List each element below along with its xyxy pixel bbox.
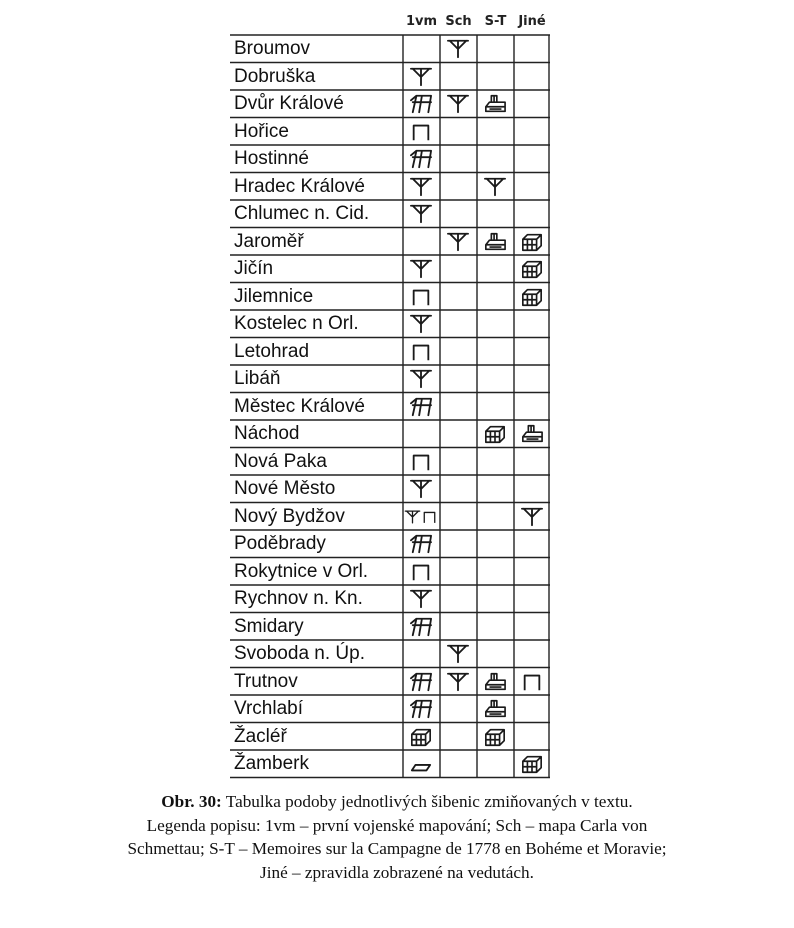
frame-gallows-icon bbox=[408, 341, 434, 363]
symbol-cell bbox=[477, 420, 514, 448]
symbol-cell bbox=[477, 63, 514, 91]
symbol-cell bbox=[440, 448, 477, 476]
gallows-table bbox=[230, 0, 550, 790]
town-name: Žamberk bbox=[234, 753, 309, 774]
town-name: Nová Paka bbox=[234, 450, 327, 472]
symbol-cell bbox=[403, 558, 440, 586]
fork-gallows-icon bbox=[445, 231, 471, 253]
symbol-cell bbox=[477, 90, 514, 118]
box-gallows-icon bbox=[519, 286, 545, 308]
town-name: Vrchlabí bbox=[234, 698, 303, 719]
symbol-cell bbox=[514, 145, 550, 173]
symbol-cell bbox=[440, 558, 477, 586]
symbol-cell bbox=[477, 723, 514, 751]
symbol-cell bbox=[440, 365, 477, 393]
tripod-gallows-icon bbox=[408, 533, 434, 555]
symbol-cell bbox=[403, 35, 440, 63]
table-row bbox=[230, 558, 550, 586]
table-row bbox=[230, 145, 550, 173]
scaffold-gallows-icon bbox=[482, 671, 508, 693]
tripod-gallows-icon bbox=[408, 396, 434, 418]
table-row bbox=[230, 228, 550, 256]
fork-gallows-icon bbox=[519, 506, 545, 528]
town-name: Náchod bbox=[234, 423, 300, 444]
symbol-cell bbox=[440, 145, 477, 173]
symbol-cell bbox=[403, 283, 440, 311]
symbol-cell bbox=[403, 255, 440, 283]
symbol-cell bbox=[440, 63, 477, 91]
symbol-cell bbox=[514, 723, 550, 751]
symbol-cell bbox=[403, 90, 440, 118]
box-gallows-icon bbox=[519, 231, 545, 253]
symbol-cell bbox=[514, 695, 550, 723]
caption-line-4: Jiné – zpravidla zobrazené na vedutách. bbox=[260, 862, 534, 882]
table-row bbox=[230, 640, 550, 668]
town-name: Chlumec n. Cid. bbox=[234, 203, 370, 224]
symbol-cell bbox=[440, 695, 477, 723]
symbol-cell bbox=[477, 173, 514, 201]
fork-gallows-icon bbox=[408, 588, 434, 610]
table-row bbox=[230, 695, 550, 723]
table-row bbox=[230, 200, 550, 228]
town-name: Nové Město bbox=[234, 478, 336, 499]
symbol-cell bbox=[440, 90, 477, 118]
town-name: Žacléř bbox=[234, 725, 287, 747]
symbol-cell bbox=[514, 750, 550, 778]
town-name: Jičín bbox=[234, 258, 274, 279]
fork-gallows-icon bbox=[408, 203, 434, 225]
symbol-cell bbox=[440, 640, 477, 668]
symbol-cell bbox=[403, 200, 440, 228]
caption-line-1 bbox=[40, 790, 754, 814]
symbol-cell bbox=[403, 228, 440, 256]
symbol-cell bbox=[477, 640, 514, 668]
symbol-cell bbox=[477, 503, 514, 531]
symbol-cell bbox=[440, 118, 477, 146]
frame-gallows-icon bbox=[519, 671, 545, 693]
symbol-cell bbox=[514, 63, 550, 91]
symbol-cell bbox=[403, 310, 440, 338]
frame-gallows-icon bbox=[408, 451, 434, 473]
table-row bbox=[230, 585, 550, 613]
symbol-cell bbox=[403, 695, 440, 723]
box-gallows-icon bbox=[408, 726, 434, 748]
table-row bbox=[230, 283, 550, 311]
fork-gallows-icon bbox=[408, 176, 434, 198]
town-name: Nový Bydžov bbox=[234, 505, 345, 527]
symbol-cell bbox=[477, 118, 514, 146]
symbol-cell bbox=[514, 640, 550, 668]
symbol-cell bbox=[440, 530, 477, 558]
fork-gallows-icon bbox=[445, 93, 471, 115]
symbol-cell bbox=[440, 420, 477, 448]
table-row bbox=[230, 530, 550, 558]
symbol-cell bbox=[403, 173, 440, 201]
table-row bbox=[230, 338, 550, 366]
fork-gallows-icon bbox=[408, 368, 434, 390]
frame-gallows-icon bbox=[408, 121, 434, 143]
symbol-cell bbox=[403, 640, 440, 668]
symbol-cell bbox=[514, 585, 550, 613]
town-name: Hostinné bbox=[234, 148, 309, 169]
town-name: Jaroměř bbox=[234, 230, 304, 252]
symbol-cell bbox=[440, 283, 477, 311]
town-name: Městec Králové bbox=[234, 395, 365, 417]
symbol-cell bbox=[477, 200, 514, 228]
symbol-cell bbox=[440, 338, 477, 366]
symbol-cell bbox=[477, 750, 514, 778]
tripod-gallows-icon bbox=[408, 93, 434, 115]
town-name: Kostelec n Orl. bbox=[234, 313, 359, 334]
town-name: Hořice bbox=[234, 120, 289, 142]
symbol-cell bbox=[403, 338, 440, 366]
tripod-gallows-icon bbox=[408, 616, 434, 638]
scaffold-gallows-icon bbox=[519, 423, 545, 445]
table-row bbox=[230, 35, 550, 63]
fork-gallows-icon bbox=[445, 38, 471, 60]
symbol-cell bbox=[440, 475, 477, 503]
symbol-cell bbox=[514, 420, 550, 448]
frame-gallows-icon bbox=[408, 561, 434, 583]
platform-gallows-icon bbox=[408, 753, 434, 775]
symbol-cell bbox=[403, 145, 440, 173]
symbol-cell bbox=[477, 613, 514, 641]
town-name: Jilemnice bbox=[234, 285, 314, 307]
symbol-cell bbox=[440, 310, 477, 338]
symbol-cell bbox=[477, 585, 514, 613]
box-gallows-icon bbox=[482, 726, 508, 748]
frame-gallows-icon bbox=[408, 286, 434, 308]
symbol-cell bbox=[477, 530, 514, 558]
symbol-cell bbox=[477, 695, 514, 723]
symbol-cell bbox=[440, 35, 477, 63]
town-name: Broumov bbox=[234, 38, 311, 59]
table-row bbox=[230, 90, 550, 118]
fork-gallows-icon bbox=[408, 258, 434, 280]
column-header: Sch bbox=[445, 14, 472, 29]
tripod-gallows-icon bbox=[408, 671, 434, 693]
symbol-cell bbox=[440, 173, 477, 201]
town-name: Trutnov bbox=[234, 670, 298, 692]
symbol-cell bbox=[514, 338, 550, 366]
town-name: Poděbrady bbox=[234, 533, 326, 554]
box-gallows-icon bbox=[482, 423, 508, 445]
fork-gallows-icon bbox=[482, 176, 508, 198]
table-row bbox=[230, 723, 550, 751]
symbol-cell bbox=[514, 283, 550, 311]
symbol-cell bbox=[403, 668, 440, 696]
table-row bbox=[230, 750, 550, 778]
symbol-cell bbox=[477, 228, 514, 256]
symbol-cell bbox=[514, 365, 550, 393]
symbol-cell bbox=[477, 475, 514, 503]
symbol-cell bbox=[477, 145, 514, 173]
town-name: Dvůr Králové bbox=[234, 93, 344, 114]
symbol-cell bbox=[477, 310, 514, 338]
symbol-cell bbox=[514, 90, 550, 118]
symbol-cell bbox=[477, 338, 514, 366]
symbol-cell bbox=[514, 200, 550, 228]
caption-line-2: Legenda popisu: 1vm – první vojenské mapování; Sch – mapa Carla von bbox=[146, 815, 648, 835]
town-name: Svoboda n. Úp. bbox=[234, 643, 365, 664]
symbol-cell bbox=[514, 530, 550, 558]
symbol-cell bbox=[403, 503, 440, 531]
symbol-cell bbox=[514, 310, 550, 338]
fork-gallows-icon bbox=[408, 478, 434, 500]
symbol-cell bbox=[514, 255, 550, 283]
caption-label: Obr. 30: bbox=[161, 792, 222, 811]
tripod-gallows-icon bbox=[408, 148, 434, 170]
symbol-cell bbox=[514, 668, 550, 696]
caption-line-3: Schmettau; S-T – Memoires sur la Campagne de 1778 en Bohéme et Moravie; bbox=[127, 839, 667, 859]
symbol-cell bbox=[403, 118, 440, 146]
figure-caption bbox=[40, 790, 754, 884]
tripod-gallows-icon bbox=[408, 698, 434, 720]
symbol-cell bbox=[403, 448, 440, 476]
town-name: Rokytnice v Orl. bbox=[234, 560, 369, 582]
symbol-cell bbox=[477, 255, 514, 283]
table-row bbox=[230, 173, 550, 201]
caption-title: Tabulka podoby jednotlivých šibenic zmiňovaných v textu. bbox=[221, 792, 633, 811]
symbol-cell bbox=[514, 475, 550, 503]
symbol-cell bbox=[403, 723, 440, 751]
symbol-cell bbox=[440, 228, 477, 256]
symbol-cell bbox=[403, 63, 440, 91]
table-row bbox=[230, 448, 550, 476]
symbol-cell bbox=[440, 255, 477, 283]
town-name: Dobruška bbox=[234, 65, 316, 87]
symbol-cell bbox=[403, 530, 440, 558]
symbol-cell bbox=[514, 503, 550, 531]
town-name: Smidary bbox=[234, 615, 304, 637]
table-row bbox=[230, 613, 550, 641]
scaffold-gallows-icon bbox=[482, 231, 508, 253]
symbol-cell bbox=[477, 668, 514, 696]
table-row bbox=[230, 118, 550, 146]
scaffold-gallows-icon bbox=[482, 698, 508, 720]
symbol-cell bbox=[440, 723, 477, 751]
symbol-cell bbox=[477, 365, 514, 393]
column-header: S-T bbox=[484, 14, 507, 29]
column-header: 1vm bbox=[405, 14, 438, 29]
fork-gallows-icon bbox=[445, 643, 471, 665]
symbol-cell bbox=[440, 613, 477, 641]
symbol-cell bbox=[477, 448, 514, 476]
fork-gallows-icon bbox=[408, 313, 434, 335]
symbol-cell bbox=[403, 585, 440, 613]
symbol-cell bbox=[477, 558, 514, 586]
box-gallows-icon bbox=[519, 258, 545, 280]
symbol-cell bbox=[403, 613, 440, 641]
symbol-cell bbox=[440, 393, 477, 421]
symbol-cell bbox=[440, 668, 477, 696]
table-row bbox=[230, 668, 550, 696]
symbol-cell bbox=[514, 613, 550, 641]
town-name: Libáň bbox=[234, 368, 281, 389]
fork-gallows-icon bbox=[445, 671, 471, 693]
frame-gallows-icon bbox=[421, 507, 438, 527]
town-name: Rychnov n. Kn. bbox=[234, 588, 363, 609]
table-row bbox=[230, 255, 550, 283]
symbol-cell bbox=[477, 393, 514, 421]
symbol-cell bbox=[403, 475, 440, 503]
symbol-cell bbox=[403, 393, 440, 421]
symbol-cell bbox=[514, 448, 550, 476]
symbol-cell bbox=[403, 750, 440, 778]
fork-gallows-icon bbox=[408, 66, 434, 88]
column-header: Jiné bbox=[518, 14, 546, 29]
town-name: Letohrad bbox=[234, 340, 310, 362]
scaffold-gallows-icon bbox=[482, 93, 508, 115]
symbol-cell bbox=[440, 200, 477, 228]
symbol-cell bbox=[514, 393, 550, 421]
symbol-cell bbox=[403, 420, 440, 448]
symbol-cell bbox=[514, 228, 550, 256]
symbol-cell bbox=[514, 558, 550, 586]
symbol-cell bbox=[514, 118, 550, 146]
box-gallows-icon bbox=[519, 753, 545, 775]
symbol-cell bbox=[440, 750, 477, 778]
fork-gallows-icon bbox=[404, 507, 421, 527]
symbol-cell bbox=[477, 283, 514, 311]
table-row bbox=[230, 365, 550, 393]
table-row bbox=[230, 393, 550, 421]
table-row bbox=[230, 503, 550, 531]
table-row bbox=[230, 475, 550, 503]
table-row bbox=[230, 420, 550, 448]
symbol-cell bbox=[440, 585, 477, 613]
symbol-cell bbox=[403, 365, 440, 393]
table-row bbox=[230, 63, 550, 91]
symbol-cell bbox=[514, 35, 550, 63]
town-name: Hradec Králové bbox=[234, 175, 365, 197]
symbol-cell bbox=[477, 35, 514, 63]
table-row bbox=[230, 310, 550, 338]
symbol-cell bbox=[514, 173, 550, 201]
symbol-cell bbox=[440, 503, 477, 531]
